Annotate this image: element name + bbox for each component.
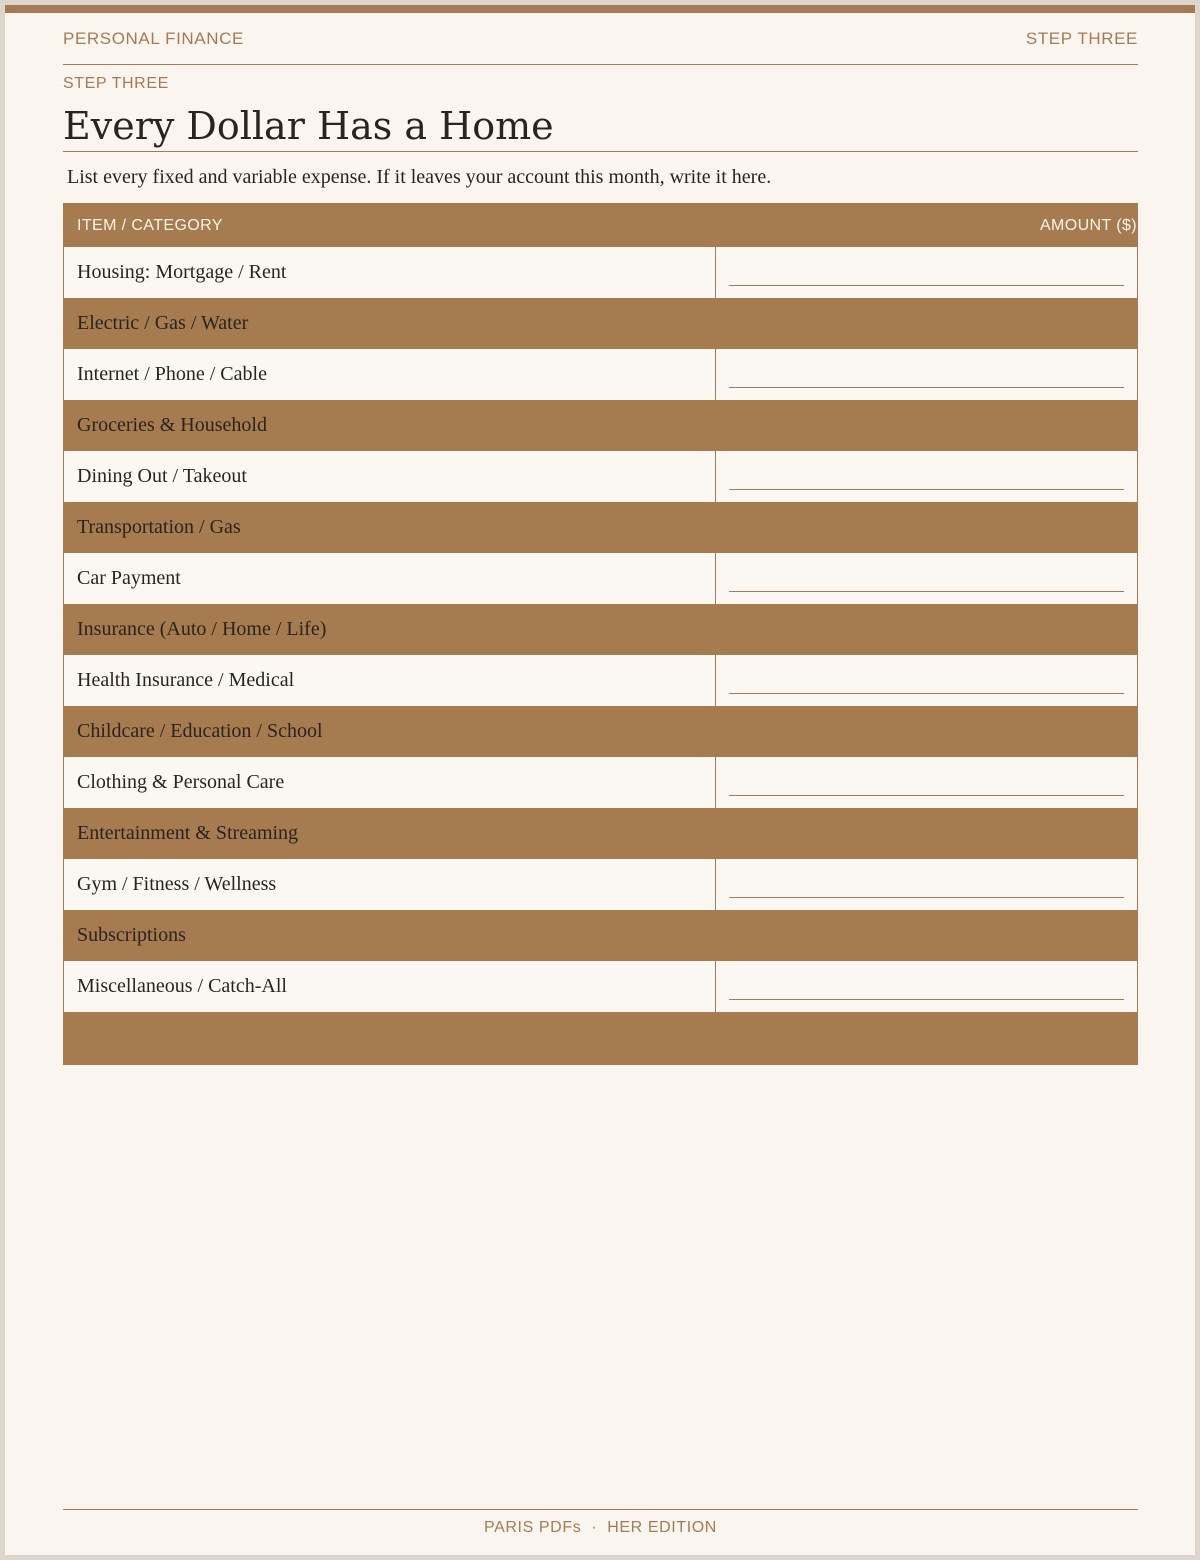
row-label: Housing: Mortgage / Rent [64, 247, 716, 298]
amount-cell[interactable] [716, 553, 1137, 604]
amount-cell [716, 502, 1137, 553]
table-row [64, 859, 1137, 910]
amount-write-line [729, 387, 1124, 388]
expense-table [63, 203, 1138, 1065]
amount-cell[interactable] [716, 349, 1137, 400]
worksheet-page [5, 5, 1195, 1555]
amount-write-line [729, 285, 1124, 286]
table-row [64, 808, 1137, 859]
step-eyebrow: STEP THREE [63, 75, 169, 92]
amount-cell [716, 706, 1137, 757]
table-row [64, 604, 1137, 655]
amount-cell[interactable] [716, 757, 1137, 808]
row-label: Car Payment [64, 553, 716, 604]
table-row [64, 247, 1137, 298]
table-row [64, 910, 1137, 961]
column-header-item: ITEM / CATEGORY [77, 216, 223, 234]
footer-brand: PARIS PDFs [484, 1519, 582, 1536]
amount-cell [716, 808, 1137, 859]
amount-write-line [729, 693, 1124, 694]
table-row [64, 961, 1137, 1012]
amount-write-line [729, 489, 1124, 490]
row-label: Transportation / Gas [77, 516, 241, 538]
row-label: Miscellaneous / Catch-All [64, 961, 716, 1012]
row-label: Entertainment & Streaming [77, 822, 299, 844]
amount-cell [716, 604, 1137, 655]
row-label: Subscriptions [77, 924, 186, 946]
amount-cell[interactable] [716, 451, 1137, 502]
top-header [63, 29, 1138, 65]
row-label: Dining Out / Takeout [64, 451, 716, 502]
intro-text: List every fixed and variable expense. If it leaves your account this month, write it here. [67, 166, 772, 188]
row-label: Clothing & Personal Care [64, 757, 716, 808]
amount-cell[interactable] [716, 247, 1137, 298]
column-header-amount: AMOUNT ($) [1039, 216, 1137, 234]
header-step-label: STEP THREE [1025, 29, 1138, 48]
row-label: Health Insurance / Medical [64, 655, 716, 706]
table-row [64, 553, 1137, 604]
table-row [64, 400, 1137, 451]
amount-cell [716, 400, 1137, 451]
table-row [64, 451, 1137, 502]
table-row [64, 349, 1137, 400]
table-row [64, 655, 1137, 706]
row-label: Electric / Gas / Water [77, 312, 249, 334]
amount-cell[interactable] [716, 655, 1137, 706]
table-row [64, 502, 1137, 553]
amount-write-line [729, 897, 1124, 898]
amount-cell [716, 910, 1137, 961]
table-header [64, 204, 1137, 247]
row-label: Insurance (Auto / Home / Life) [77, 618, 327, 640]
page-footer [63, 1509, 1138, 1537]
row-label: Groceries & Household [77, 414, 267, 436]
row-label: Gym / Fitness / Wellness [64, 859, 716, 910]
table-row [64, 706, 1137, 757]
total-row [64, 1012, 1137, 1064]
header-section-label: PERSONAL FINANCE [63, 29, 244, 48]
footer-edition: HER EDITION [607, 1519, 717, 1536]
table-row [64, 298, 1137, 349]
amount-write-line [729, 795, 1124, 796]
amount-write-line [729, 591, 1124, 592]
amount-write-line [729, 999, 1124, 1000]
amount-cell[interactable] [716, 859, 1137, 910]
footer-separator: · [591, 1519, 598, 1536]
page-title: Every Dollar Has a Home [63, 101, 1138, 152]
table-body [64, 247, 1137, 1012]
amount-cell[interactable] [716, 961, 1137, 1012]
table-row [64, 757, 1137, 808]
row-label: Internet / Phone / Cable [64, 349, 716, 400]
amount-cell [716, 298, 1137, 349]
row-label: Childcare / Education / School [77, 720, 323, 742]
